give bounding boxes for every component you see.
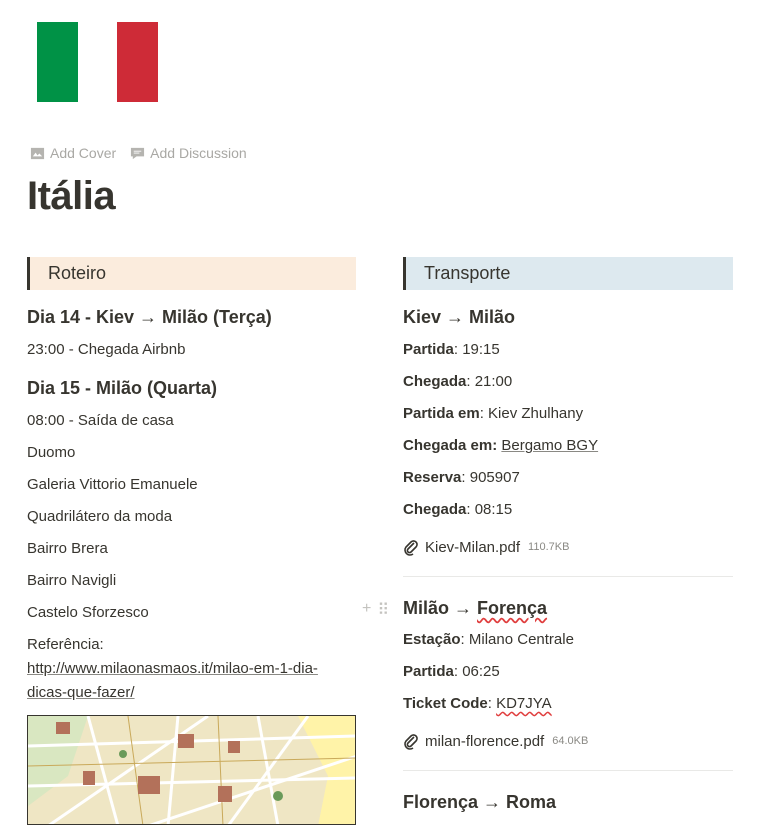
add-discussion-label: Add Discussion bbox=[150, 145, 247, 161]
detail-label: Partida bbox=[403, 663, 454, 680]
detail-row[interactable] bbox=[403, 405, 583, 422]
add-cover-button[interactable] bbox=[30, 145, 116, 161]
detail-value: 08:15 bbox=[474, 501, 513, 518]
divider bbox=[403, 576, 733, 577]
detail-separator: : bbox=[453, 341, 459, 358]
block-handle[interactable] bbox=[362, 600, 389, 620]
detail-row[interactable] bbox=[403, 437, 598, 454]
list-item[interactable]: Castelo Sforzesco bbox=[27, 604, 149, 621]
route-heading-kiev-milan[interactable]: Kiev → Milão bbox=[403, 307, 516, 327]
detail-label: Partida em bbox=[403, 405, 480, 422]
reference-link-continued[interactable]: dicas-que-fazer/ bbox=[27, 684, 135, 701]
transporte-callout[interactable] bbox=[403, 257, 733, 290]
add-cover-label: Add Cover bbox=[50, 145, 117, 161]
list-item[interactable]: Galeria Vittorio Emanuele bbox=[27, 476, 198, 493]
detail-value: Kiev Zhulhany bbox=[488, 405, 584, 422]
detail-row[interactable] bbox=[403, 469, 520, 486]
route-heading-milan-florence[interactable] bbox=[403, 598, 547, 619]
paperclip-icon bbox=[403, 538, 419, 556]
divider bbox=[403, 770, 733, 771]
callout-label: Transporte bbox=[424, 263, 511, 283]
list-item[interactable]: 08:00 - Saída de casa bbox=[27, 412, 174, 429]
file-name: milan-florence.pdf bbox=[425, 732, 545, 750]
map-graphic bbox=[28, 716, 356, 825]
day-15-heading[interactable]: Dia 15 - Milão (Quarta) bbox=[27, 378, 218, 398]
list-item[interactable]: Quadrilátero da moda bbox=[27, 508, 173, 525]
detail-value: 06:25 bbox=[462, 663, 500, 680]
detail-separator: : bbox=[487, 695, 492, 712]
detail-row[interactable] bbox=[403, 373, 512, 390]
page-title[interactable]: Itália bbox=[27, 174, 116, 218]
roteiro-callout[interactable] bbox=[27, 257, 356, 290]
detail-row[interactable] bbox=[403, 341, 500, 358]
detail-row[interactable] bbox=[403, 695, 552, 712]
heading-link[interactable]: Forença bbox=[477, 598, 548, 618]
add-discussion-button[interactable] bbox=[130, 145, 247, 161]
file-name: Kiev-Milan.pdf bbox=[425, 538, 521, 556]
flag-red-stripe bbox=[117, 22, 158, 102]
page-icon-italy-flag[interactable] bbox=[37, 22, 158, 102]
detail-separator: : bbox=[466, 373, 471, 390]
file-attachment[interactable] bbox=[403, 732, 588, 750]
detail-value: 19:15 bbox=[462, 341, 500, 358]
left-column bbox=[27, 257, 356, 701]
file-size: 110.7KB bbox=[528, 541, 570, 553]
detail-value: Milano Centrale bbox=[468, 631, 574, 648]
plus-icon[interactable]: + bbox=[362, 600, 372, 617]
list-item[interactable]: Bairro Navigli bbox=[27, 572, 117, 589]
image-icon bbox=[30, 146, 45, 161]
file-attachment[interactable] bbox=[403, 538, 569, 556]
day-14-heading[interactable]: Dia 14 - Kiev → Milão (Terça) bbox=[27, 307, 272, 327]
detail-label: Chegada em: bbox=[403, 437, 498, 454]
ticket-code-link[interactable]: KD7JYA bbox=[496, 695, 552, 712]
reference-link[interactable]: http://www.milaonasmaos.it/milao-em-1-dia- bbox=[27, 660, 318, 677]
detail-separator: : bbox=[453, 663, 459, 680]
page-actions bbox=[30, 145, 247, 161]
detail-row[interactable] bbox=[403, 663, 500, 680]
detail-label: Reserva bbox=[403, 469, 462, 486]
detail-separator: : bbox=[479, 405, 484, 422]
detail-separator: : bbox=[460, 631, 465, 648]
file-size: 64.0KB bbox=[552, 735, 589, 747]
flag-green-stripe bbox=[37, 22, 78, 102]
heading-text: Milão → bbox=[403, 598, 478, 618]
paperclip-icon bbox=[403, 732, 419, 750]
detail-value-link[interactable]: Bergamo BGY bbox=[501, 437, 599, 454]
milan-map-image[interactable] bbox=[27, 715, 356, 825]
list-item[interactable]: Duomo bbox=[27, 444, 76, 461]
list-item[interactable]: 23:00 - Chegada Airbnb bbox=[27, 341, 186, 358]
detail-separator: : bbox=[461, 469, 466, 486]
drag-handle-icon[interactable]: ⠿ bbox=[377, 602, 390, 619]
comment-icon bbox=[130, 146, 145, 161]
detail-value: 905907 bbox=[469, 469, 520, 486]
reference-label: Referência: bbox=[27, 636, 104, 653]
detail-label: Ticket Code bbox=[403, 695, 488, 712]
list-item[interactable]: Bairro Brera bbox=[27, 540, 108, 557]
detail-label: Estação bbox=[403, 631, 461, 648]
right-column bbox=[403, 257, 733, 812]
detail-separator: : bbox=[466, 501, 471, 518]
detail-label: Chegada bbox=[403, 501, 467, 518]
route-heading-florence-rome[interactable]: Florença → Roma bbox=[403, 792, 557, 812]
detail-value: 21:00 bbox=[474, 373, 513, 390]
callout-label: Roteiro bbox=[48, 263, 107, 283]
detail-label: Chegada bbox=[403, 373, 467, 390]
detail-label: Partida bbox=[403, 341, 454, 358]
detail-row[interactable] bbox=[403, 501, 512, 518]
detail-row[interactable] bbox=[403, 631, 574, 648]
